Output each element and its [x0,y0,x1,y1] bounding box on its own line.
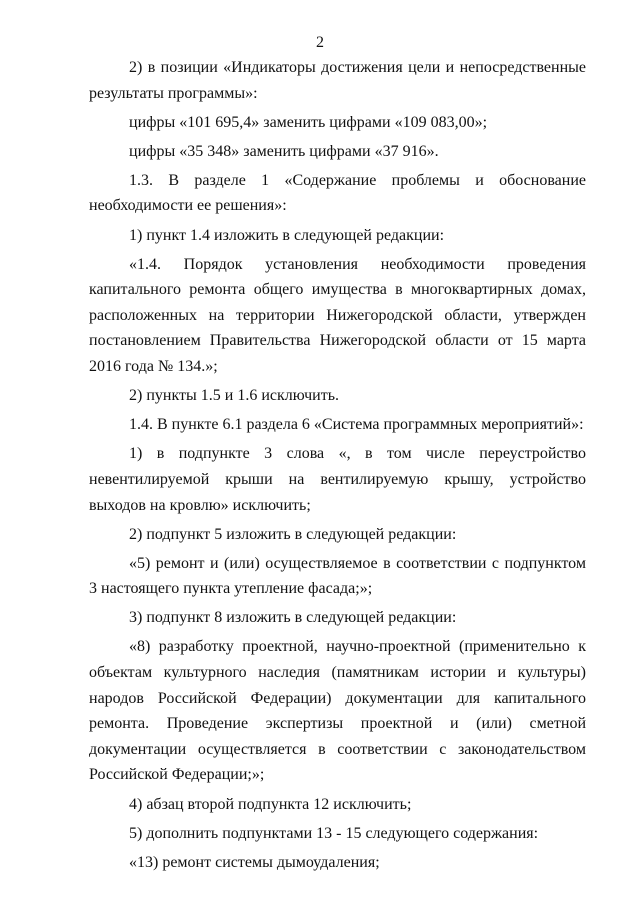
paragraph-subitem-8-intro: 3) подпункт 8 изложить в следующей редакции: [129,609,457,627]
paragraph-subitem-3: 1) в подпункте 3 слова «, в том числе переустройство невентилируемой крыши на вентилируемую крышу, устройство выходов на кровлю» исключить; [89,445,586,514]
paragraph-exclude-items: 2) пункты 1.5 и 1.6 исключить. [129,387,339,405]
document-body [89,55,586,875]
paragraph-section-1: 1.3. В разделе 1 «Содержание проблемы и обоснование необходимости ее решения»: [89,171,586,215]
paragraph-item-1-4-intro: 1) пункт 1.4 изложить в следующей редакции: [129,226,445,244]
paragraph-add-subitems: 5) дополнить подпунктами 13 - 15 следующего содержания: [129,824,539,842]
paragraph-subitem-12: 4) абзац второй подпункта 12 исключить; [129,795,412,813]
paragraph-subitem-5-text: «5) ремонт и (или) осуществляемое в соответствии с подпунктом 3 настоящего пункта утепление фасада;»; [89,554,586,598]
paragraph-replace-second-figures: цифры «35 348» заменить цифрами «37 916». [129,142,439,160]
paragraph-section-6: 1.4. В пункте 6.1 раздела 6 «Система программных мероприятий»: [129,416,584,434]
paragraph-subitem-5-intro: 2) подпункт 5 изложить в следующей редакции: [129,525,457,543]
paragraph-replace-first-figures: цифры «101 695,4» заменить цифрами «109 083,00»; [129,113,488,131]
paragraph-subitem-13: «13) ремонт системы дымоудаления; [129,853,380,871]
page-number: 2 [316,34,324,51]
paragraph-item-1-4-text: «1.4. Порядок установления необходимости проведения капитального ремонта общего имущества в многоквартирных домах, расположенных на территории Нижегородской области, утвержден постановлением Правительства Нижегородской области от 15 марта 2016 года № 134.»; [89,255,586,376]
paragraph-indicators-position: 2) в позиции «Индикаторы достижения цели и непосредственные результаты программы»: [89,59,586,102]
paragraph-subitem-8-text: «8) разработку проектной, научно-проектной (применительно к объектам культурного наследия (памятникам истории и культуры) народов Российской Федерации) документации для капитального ремонта. Проведение экспертизы проектной и (или) сметной документации осуществляется в соответствии с законодательством Российской Федерации;»; [89,638,586,784]
